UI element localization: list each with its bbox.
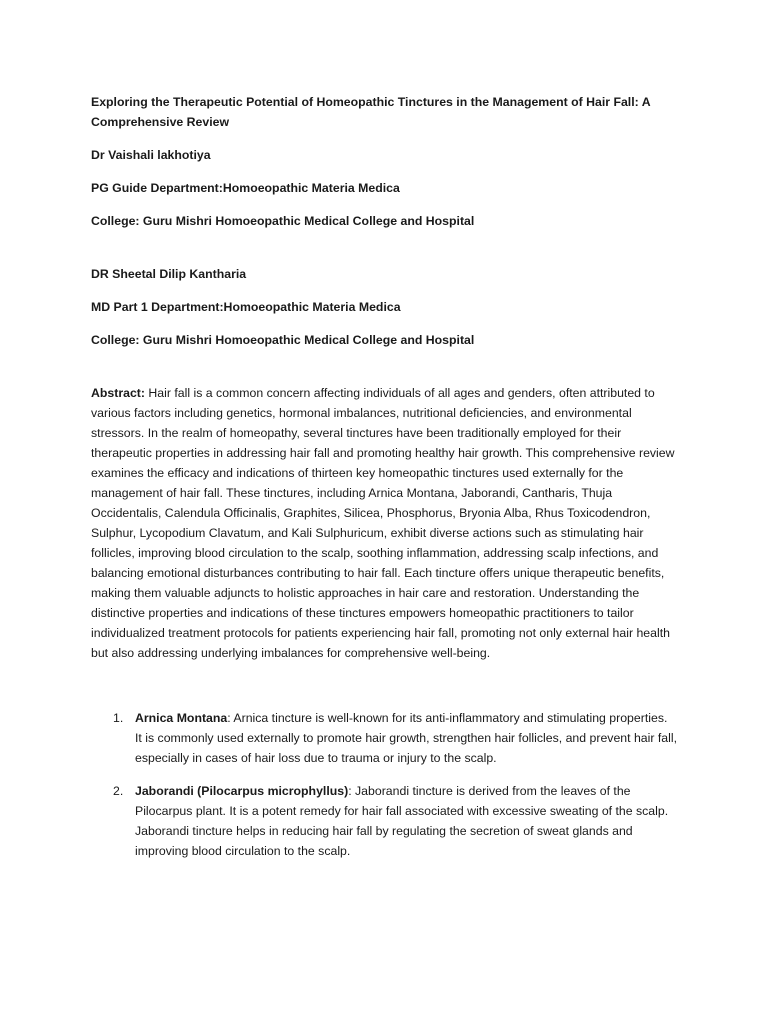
- author-1-college: College: Guru Mishri Homoeopathic Medical College and Hospital: [91, 214, 475, 228]
- abstract-label: Abstract:: [91, 386, 145, 400]
- author-2-role: MD Part 1 Department:Homoeopathic Materia Medica: [91, 300, 401, 314]
- list-item-text: : Arnica tincture is well-known for its anti-inflammatory and stimulating properties. It is commonly used externally to promote hair growth, strengthen hair follicles, and prevent hair fall, especially in cases of hair loss due to trauma or injury to the scalp.: [135, 711, 678, 765]
- abstract-paragraph: [91, 383, 677, 663]
- author-1-role: PG Guide Department:Homoeopathic Materia Medica: [91, 181, 400, 195]
- author-2-college: College: Guru Mishri Homoeopathic Medical College and Hospital: [91, 333, 475, 347]
- list-item-text: : Jaborandi tincture is derived from the leaves of the Pilocarpus plant. It is a potent remedy for hair fall associated with excessive sweating of the scalp. Jaborandi tincture helps in reducing hair fall by regulating the secretion of sweat glands and improving blood circulation to the scalp.: [135, 784, 669, 858]
- list-item-term: Jaborandi (Pilocarpus microphyllus): [135, 784, 349, 798]
- paper-title: Exploring the Therapeutic Potential of Homeopathic Tinctures in the Management of Hair Fall: A Comprehensive Review: [91, 95, 651, 129]
- tincture-list: [91, 708, 677, 861]
- author-1-name: Dr Vaishali lakhotiya: [91, 148, 211, 162]
- author-2-name: DR Sheetal Dilip Kantharia: [91, 267, 247, 281]
- abstract-text: Hair fall is a common concern affecting individuals of all ages and genders, often attributed to various factors including genetics, hormonal imbalances, nutritional deficiencies, and environmental stressors. In the realm of homeopathy, several tinctures have been traditionally employed for their therapeutic properties in addressing hair fall and promoting healthy hair growth. This comprehensive review examines the efficacy and indications of thirteen key homeopathic tinctures used externally for the management of hair fall. These tinctures, including Arnica Montana, Jaborandi, Cantharis, Thuja Occidentalis, Calendula Officinalis, Graphites, Silicea, Phosphorus, Bryonia Alba, Rhus Toxicodendron, Sulphur, Lycopodium Clavatum, and Kali Sulphuricum, exhibit diverse actions such as stimulating hair follicles, improving blood circulation to the scalp, soothing inflammation, addressing scalp infections, and balancing emotional disturbances contributing to hair fall. Each tincture offers unique therapeutic benefits, making them valuable adjuncts to holistic approaches in hair care and restoration. Understanding the distinctive properties and indications of these tinctures empowers homeopathic practitioners to tailor individualized treatment protocols for patients experiencing hair fall, promoting not only external hair health but also addressing underlying imbalances for comprehensive well-being.: [91, 386, 675, 660]
- list-item-number: 1.: [113, 711, 124, 725]
- document-page: [91, 92, 677, 874]
- list-item-number: 2.: [113, 784, 124, 798]
- list-item-term: Arnica Montana: [135, 711, 228, 725]
- list-item: [91, 708, 677, 768]
- list-item: [91, 781, 677, 861]
